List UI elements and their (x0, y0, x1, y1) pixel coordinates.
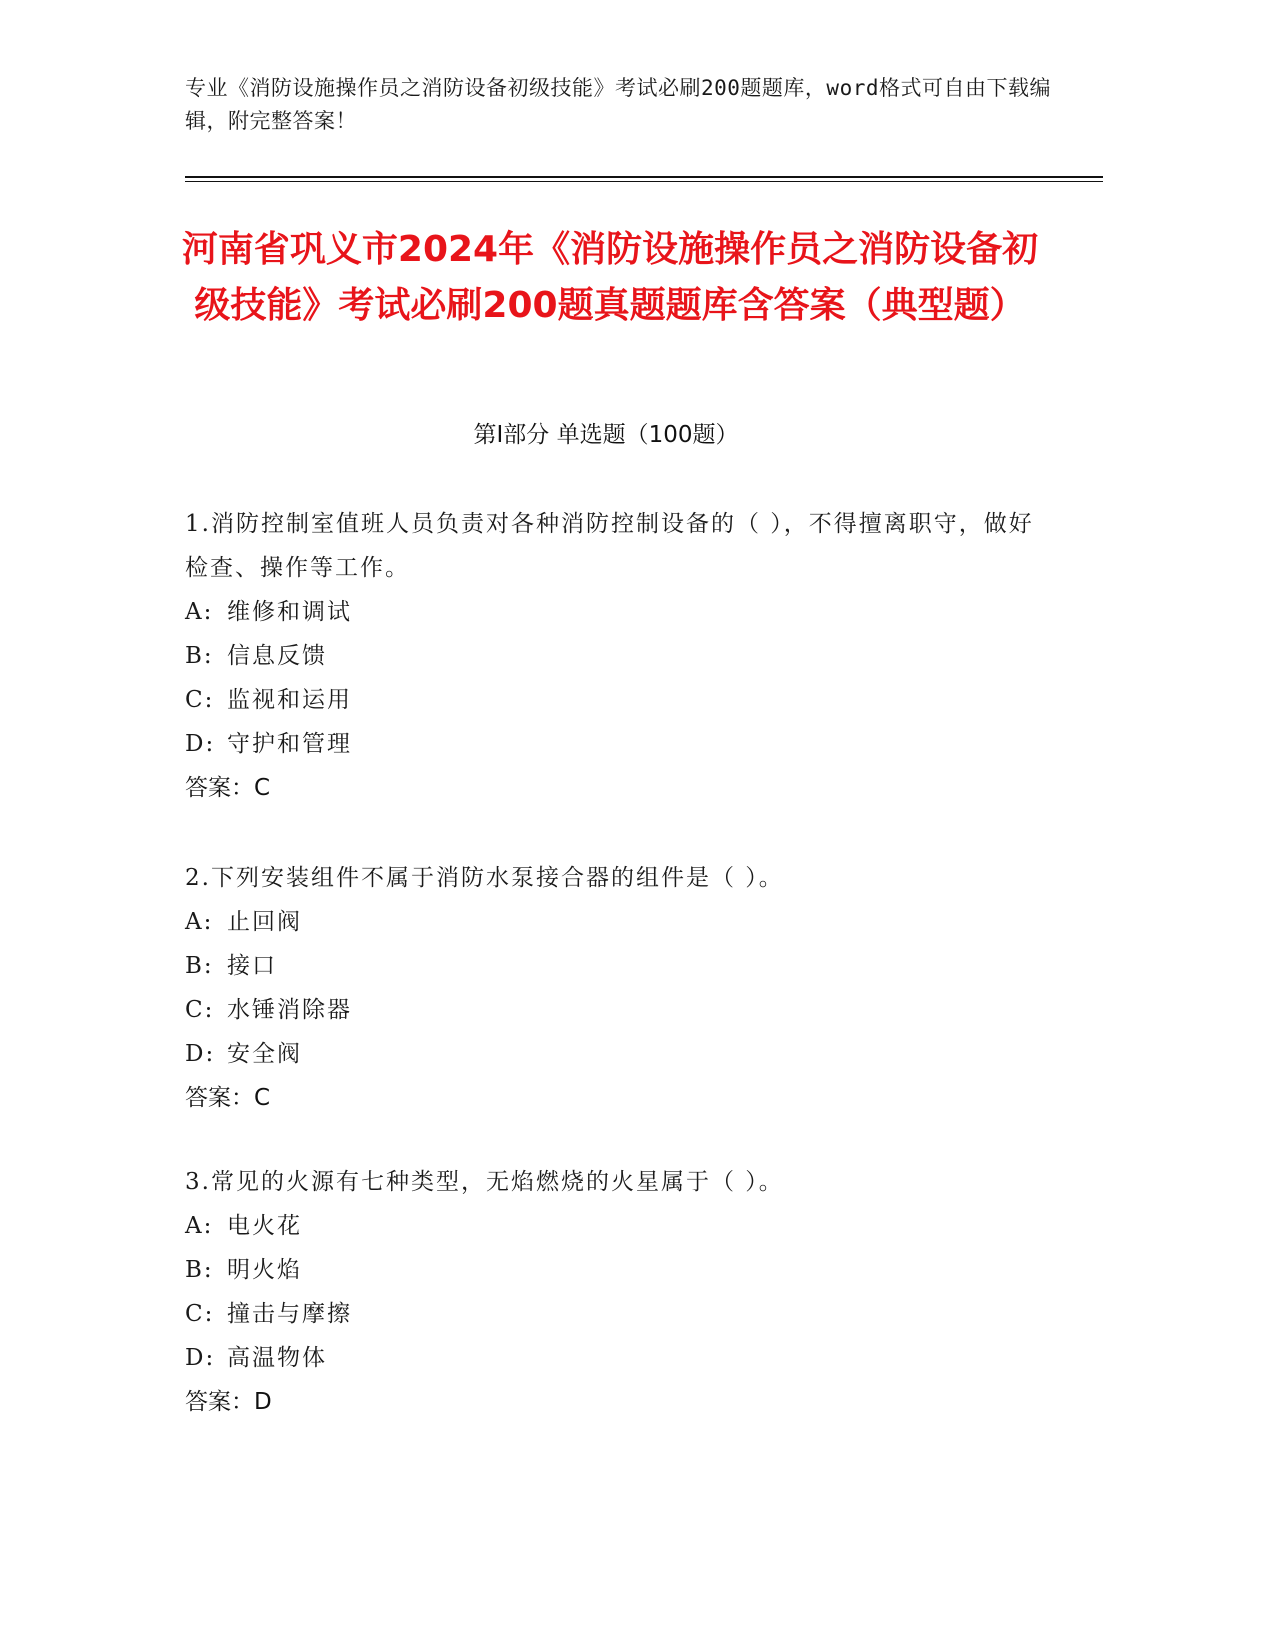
option-c (185, 678, 1045, 722)
option-b (185, 1248, 1045, 1292)
option-text: 水锤消除器 (227, 997, 352, 1023)
option-text: 撞击与摩擦 (227, 1301, 352, 1327)
option-text: 安全阀 (227, 1041, 302, 1067)
option-key: D: (185, 1345, 216, 1371)
option-key: B: (185, 1257, 214, 1283)
option-text: 监视和运用 (227, 687, 352, 713)
question-3 (185, 1160, 1045, 1424)
header-note: 专业《消防设施操作员之消防设备初级技能》考试必刷200题题库，word格式可自由下载编辑，附完整答案！ (185, 76, 1051, 133)
question-stem: 1.消防控制室值班人员负责对各种消防控制设备的（ ），不得擅离职守，做好检查、操作等工作。 (185, 511, 1034, 581)
option-key: A: (185, 909, 214, 935)
option-d (185, 1032, 1045, 1076)
header-divider-thick (185, 176, 1103, 178)
document-title: 河南省巩义市2024年《消防设施操作员之消防设备初级技能》考试必刷200题真题题库含答案（典型题） (181, 229, 1039, 326)
option-text: 高温物体 (227, 1345, 327, 1371)
option-key: A: (185, 599, 214, 625)
option-text: 信息反馈 (227, 643, 327, 669)
option-key: D: (185, 1041, 216, 1067)
option-c (185, 988, 1045, 1032)
option-text: 明火焰 (227, 1257, 302, 1283)
option-a (185, 900, 1045, 944)
option-text: 守护和管理 (227, 731, 352, 757)
question-2 (185, 856, 1045, 1120)
option-b (185, 634, 1045, 678)
option-key: D: (185, 731, 216, 757)
option-key: B: (185, 953, 214, 979)
option-c (185, 1292, 1045, 1336)
option-a (185, 590, 1045, 634)
option-text: 接口 (227, 953, 277, 979)
answer: 答案：D (185, 1389, 272, 1415)
option-text: 维修和调试 (227, 599, 352, 625)
question-stem: 2.下列安装组件不属于消防水泵接合器的组件是（ ）。 (185, 865, 784, 891)
option-key: C: (185, 1301, 215, 1327)
option-key: A: (185, 1213, 214, 1239)
option-d (185, 1336, 1045, 1380)
option-d (185, 722, 1045, 766)
option-text: 止回阀 (227, 909, 302, 935)
option-a (185, 1204, 1045, 1248)
option-key: B: (185, 643, 214, 669)
option-key: C: (185, 997, 215, 1023)
answer: 答案：C (185, 1085, 271, 1111)
header-divider-thin (185, 181, 1103, 182)
option-text: 电火花 (227, 1213, 302, 1239)
option-key: C: (185, 687, 215, 713)
answer: 答案：C (185, 775, 271, 801)
section-title: 第Ⅰ部分 单选题（100题） (473, 422, 739, 448)
option-b (185, 944, 1045, 988)
question-stem: 3.常见的火源有七种类型，无焰燃烧的火星属于（ ）。 (185, 1169, 784, 1195)
question-1 (185, 502, 1045, 810)
